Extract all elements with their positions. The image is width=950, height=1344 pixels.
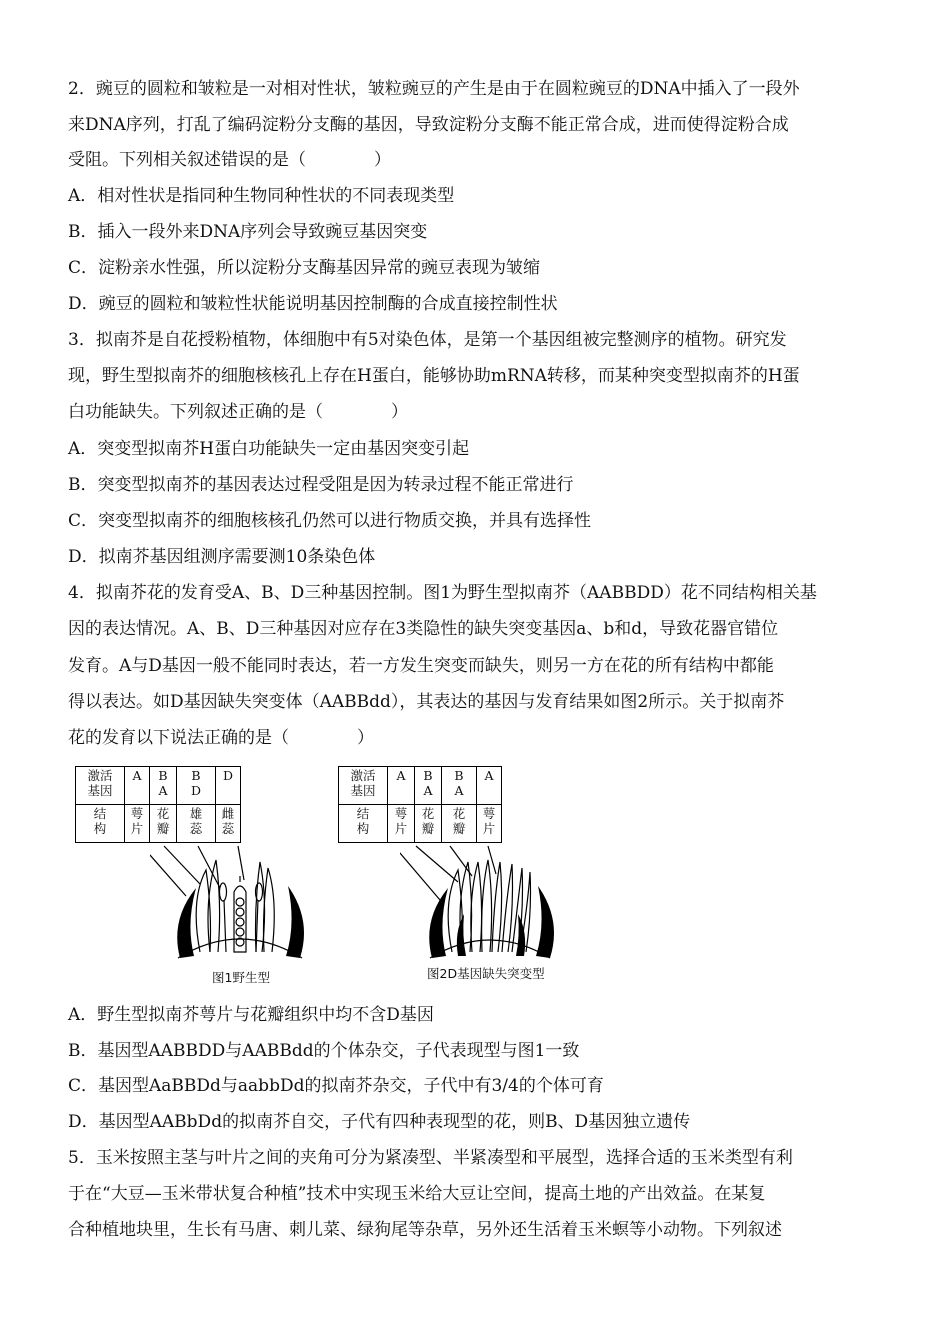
table-header: 基因 xyxy=(350,783,376,798)
structure-label: 蕊 xyxy=(221,821,235,836)
q4-stem-line: 得以表达。如D基因缺失突变体（AABBdd），其表达的基因与发育结果如图2所示。关于拟南芥 xyxy=(68,692,785,712)
q2-option-a: A．相对性状是指同种生物同种性状的不同表现类型 xyxy=(68,186,455,206)
structure-label: 瓣 xyxy=(421,821,435,836)
gene-table-fig1 xyxy=(75,766,241,843)
structure-label: 雌 xyxy=(221,806,235,821)
structure-label: 萼 xyxy=(482,806,496,821)
q4-option-b: B．基因型AABBDD与AABBdd的个体杂交，子代表现型与图1一致 xyxy=(68,1041,580,1061)
q3-option-c: C．突变型拟南芥的细胞核核孔仍然可以进行物质交换，并具有选择性 xyxy=(68,511,592,531)
q3-stem-line: 3．拟南芥是自花授粉植物，体细胞中有5对染色体，是第一个基因组被完整测序的植物。研究发 xyxy=(68,330,787,350)
q4-stem-line: 因的表达情况。A、B、D三种基因对应存在3类隐性的缺失突变基因a、b和d，导致花器官错位 xyxy=(68,619,779,639)
q2-stem-line: 来DNA序列，打乱了编码淀粉分支酶的基因，导致淀粉分支酶不能正常合成，进而使得淀粉合成 xyxy=(68,115,789,135)
q4-stem-line: 发育。A与D基因一般不能同时表达，若一方发生突变而缺失，则另一方在花的所有结构中都能 xyxy=(68,656,774,676)
figure-1-caption: 图1野生型 xyxy=(212,970,270,985)
q5-stem-line: 合种植地块里，生长有马唐、刺儿菜、绿狗尾等杂草，另外还生活着玉米螟等小动物。下列叙述 xyxy=(68,1220,782,1240)
structure-label: 萼 xyxy=(394,806,408,821)
q3-option-a: A．突变型拟南芥H蛋白功能缺失一定由基因突变引起 xyxy=(68,439,470,459)
q4-stem-line: 花的发育以下说法正确的是（ ） xyxy=(68,728,374,748)
q4-stem-line: 4．拟南芥花的发育受A、B、D三种基因控制。图1为野生型拟南芥（AABBDD）花不同结构相关基 xyxy=(68,583,817,603)
structure-label: 雄 xyxy=(189,806,203,821)
q5-stem-line: 于在“大豆—玉米带状复合种植”技术中实现玉米给大豆让空间，提高土地的产出效益。在某复 xyxy=(68,1184,766,1204)
q2-stem-line: 2．豌豆的圆粒和皱粒是一对相对性状，皱粒豌豆的产生是由于在圆粒豌豆的DNA中插入了一段外 xyxy=(68,79,800,99)
structure-label: 花 xyxy=(452,806,466,821)
figure-1-wild-type xyxy=(75,766,241,843)
structure-label: 蕊 xyxy=(189,821,203,836)
figure-2-caption: 图2D基因缺失突变型 xyxy=(427,966,545,981)
q3-option-d: D．拟南芥基因组测序需要测10条染色体 xyxy=(68,547,376,567)
structure-label: 片 xyxy=(394,821,408,836)
q3-option-b: B．突变型拟南芥的基因表达过程受阻是因为转录过程不能正常进行 xyxy=(68,475,574,495)
structure-label: 瓣 xyxy=(156,821,170,836)
q2-option-d: D．豌豆的圆粒和皱粒性状能说明基因控制酶的合成直接控制性状 xyxy=(68,294,558,314)
structure-label: 萼 xyxy=(130,806,144,821)
gene-table-fig2 xyxy=(338,766,502,843)
structure-label: 片 xyxy=(482,821,496,836)
figure-2-d-mutant xyxy=(338,766,502,843)
gene-label: D xyxy=(222,768,234,783)
gene-label: B xyxy=(423,768,433,783)
gene-label: A xyxy=(484,768,494,783)
q2-option-c: C．淀粉亲水性强，所以淀粉分支酶基因异常的豌豆表现为皱缩 xyxy=(68,258,541,278)
gene-label: D xyxy=(190,783,202,798)
q5-stem-line: 5．玉米按照主茎与叶片之间的夹角可分为紧凑型、半紧凑型和平展型，选择合适的玉米类型有利 xyxy=(68,1148,793,1168)
structure-label: 花 xyxy=(156,806,170,821)
gene-label: A xyxy=(158,783,168,798)
q3-stem-line: 现，野生型拟南芥的细胞核核孔上存在H蛋白，能够协助mRNA转移，而某种突变型拟南芥的H蛋 xyxy=(68,366,800,386)
q3-stem-line: 白功能缺失。下列叙述正确的是（ ） xyxy=(68,402,408,422)
table-header: 结 xyxy=(93,806,107,821)
table-header: 构 xyxy=(93,821,107,836)
gene-label: A xyxy=(423,783,433,798)
flower-illustration-wild-type xyxy=(150,840,330,970)
q4-option-a: A．野生型拟南芥萼片与花瓣组织中均不含D基因 xyxy=(68,1005,434,1025)
q2-option-b: B．插入一段外来DNA序列会导致豌豆基因突变 xyxy=(68,222,428,242)
gene-label: B xyxy=(191,768,201,783)
gene-label: A xyxy=(132,768,142,783)
table-header: 激活 xyxy=(350,768,376,783)
structure-label: 瓣 xyxy=(452,821,466,836)
flower-illustration-d-mutant xyxy=(400,840,580,970)
gene-label: B xyxy=(158,768,168,783)
gene-label: A xyxy=(396,768,406,783)
q4-option-c: C．基因型AaBBDd与aabbDd的拟南芥杂交，子代中有3/4的个体可育 xyxy=(68,1076,604,1096)
structure-label: 花 xyxy=(421,806,435,821)
table-header: 基因 xyxy=(87,783,113,798)
structure-label: 片 xyxy=(130,821,144,836)
q4-option-d: D．基因型AABbDd的拟南芥自交，子代有四种表现型的花，则B、D基因独立遗传 xyxy=(68,1112,691,1132)
table-header: 激活 xyxy=(87,768,113,783)
gene-label: B xyxy=(454,768,464,783)
q2-stem-line: 受阻。下列相关叙述错误的是（ ） xyxy=(68,150,391,170)
table-header: 结 xyxy=(356,806,370,821)
table-header: 构 xyxy=(356,821,370,836)
gene-label: A xyxy=(454,783,464,798)
